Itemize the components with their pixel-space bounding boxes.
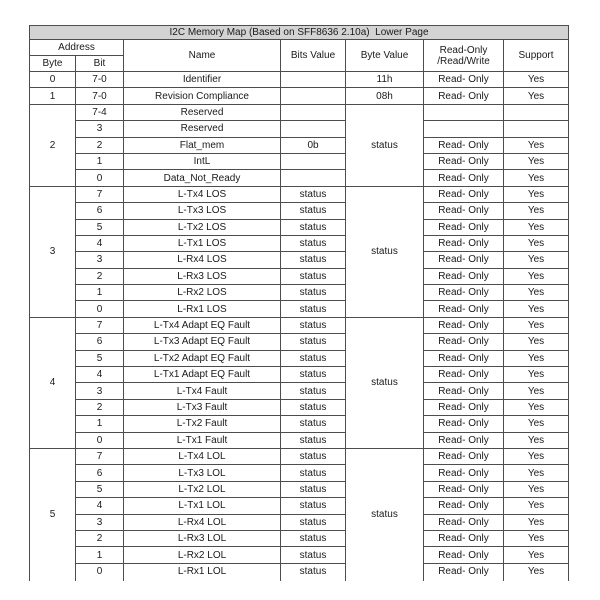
table-row <box>30 186 569 202</box>
cell-address-bit: 7-0 <box>76 72 124 88</box>
cell-address-bit: 1 <box>76 285 124 301</box>
column-header-address: Address <box>30 40 124 56</box>
table-row <box>30 235 569 251</box>
cell-name: L-Tx4 LOL <box>124 448 281 464</box>
cell-name: L-Tx2 LOL <box>124 481 281 497</box>
cell-address-bit: 7 <box>76 448 124 464</box>
cell-address-bit: 7 <box>76 317 124 333</box>
cell-bits-value: status <box>281 514 346 530</box>
cell-support: Yes <box>504 432 569 448</box>
cell-read-write: Read- Only <box>424 170 504 186</box>
cell-support <box>504 121 569 137</box>
cell-address-byte: 4 <box>30 317 76 448</box>
cell-bits-value: status <box>281 219 346 235</box>
table-row <box>30 285 569 301</box>
cell-address-bit: 3 <box>76 121 124 137</box>
cell-byte-value: status <box>346 317 424 448</box>
table-row <box>30 72 569 88</box>
cell-bits-value <box>281 72 346 88</box>
cell-byte-value: status <box>346 448 424 579</box>
cell-support: Yes <box>504 547 569 563</box>
cell-address-bit: 6 <box>76 334 124 350</box>
table-row <box>30 465 569 481</box>
cell-name: Identifier <box>124 72 281 88</box>
table-cutoff-cell <box>281 579 346 581</box>
cell-read-write <box>424 121 504 137</box>
table-row <box>30 104 569 120</box>
cell-bits-value: status <box>281 432 346 448</box>
cell-support: Yes <box>504 514 569 530</box>
cell-name: Data_Not_Ready <box>124 170 281 186</box>
cell-name: L-Tx1 LOL <box>124 498 281 514</box>
cell-support: Yes <box>504 481 569 497</box>
cell-name: L-Tx3 Fault <box>124 399 281 415</box>
cell-support: Yes <box>504 88 569 104</box>
cell-address-bit: 6 <box>76 465 124 481</box>
cell-read-write: Read- Only <box>424 137 504 153</box>
cell-name: L-Tx3 LOS <box>124 203 281 219</box>
table-row <box>30 399 569 415</box>
read-write-header-line2: /Read/Write <box>437 55 490 67</box>
table-row <box>30 350 569 366</box>
column-header-bit: Bit <box>76 56 124 72</box>
cell-address-bit: 1 <box>76 153 124 169</box>
cell-read-write: Read- Only <box>424 547 504 563</box>
cell-name: L-Rx2 LOL <box>124 547 281 563</box>
cell-address-bit: 3 <box>76 383 124 399</box>
cell-read-write: Read- Only <box>424 481 504 497</box>
cell-read-write: Read- Only <box>424 317 504 333</box>
table-row <box>30 121 569 137</box>
column-header-name: Name <box>124 40 281 72</box>
i2c-memory-map-document <box>29 25 569 581</box>
cell-address-bit: 4 <box>76 367 124 383</box>
cell-name: L-Tx1 Adapt EQ Fault <box>124 367 281 383</box>
table-row <box>30 432 569 448</box>
cell-read-write: Read- Only <box>424 465 504 481</box>
table-row <box>30 88 569 104</box>
cell-bits-value: status <box>281 350 346 366</box>
cell-read-write: Read- Only <box>424 367 504 383</box>
cell-address-bit: 3 <box>76 514 124 530</box>
cell-address-bit: 0 <box>76 170 124 186</box>
cell-read-write: Read- Only <box>424 219 504 235</box>
cell-support: Yes <box>504 268 569 284</box>
cell-read-write: Read- Only <box>424 72 504 88</box>
i2c-memory-map-table <box>29 25 569 581</box>
table-row <box>30 481 569 497</box>
cell-bits-value <box>281 170 346 186</box>
table-cutoff-cell <box>504 579 569 581</box>
cell-name: IntL <box>124 153 281 169</box>
cell-read-write: Read- Only <box>424 563 504 579</box>
cell-support: Yes <box>504 235 569 251</box>
cell-address-bit: 7 <box>76 186 124 202</box>
cell-bits-value: status <box>281 465 346 481</box>
cell-address-bit: 5 <box>76 350 124 366</box>
cell-support: Yes <box>504 170 569 186</box>
cell-address-bit: 2 <box>76 530 124 546</box>
cell-bits-value: status <box>281 186 346 202</box>
cell-name: L-Rx3 LOS <box>124 268 281 284</box>
table-row <box>30 514 569 530</box>
cell-name: L-Tx1 Fault <box>124 432 281 448</box>
table-row <box>30 498 569 514</box>
table-row <box>30 203 569 219</box>
cell-read-write: Read- Only <box>424 416 504 432</box>
cell-name: L-Tx3 LOL <box>124 465 281 481</box>
cell-address-bit: 2 <box>76 268 124 284</box>
cell-address-bit: 2 <box>76 137 124 153</box>
table-cutoff-cell <box>76 579 124 581</box>
cell-support: Yes <box>504 301 569 317</box>
cell-byte-value: status <box>346 186 424 317</box>
cell-read-write <box>424 104 504 120</box>
cell-byte-value: 11h <box>346 72 424 88</box>
cell-read-write: Read- Only <box>424 203 504 219</box>
cell-bits-value: status <box>281 252 346 268</box>
cell-support: Yes <box>504 285 569 301</box>
column-header-byte-value: Byte Value <box>346 40 424 72</box>
cell-read-write: Read- Only <box>424 153 504 169</box>
cell-bits-value: status <box>281 317 346 333</box>
table-cutoff-cell <box>346 579 424 581</box>
cell-support: Yes <box>504 367 569 383</box>
cell-name: L-Rx2 LOS <box>124 285 281 301</box>
cell-name: L-Rx4 LOS <box>124 252 281 268</box>
table-row <box>30 334 569 350</box>
cell-address-byte: 2 <box>30 104 76 186</box>
cell-bits-value <box>281 121 346 137</box>
cell-bits-value: status <box>281 416 346 432</box>
table-row <box>30 317 569 333</box>
cell-name: L-Tx4 LOS <box>124 186 281 202</box>
cell-bits-value: status <box>281 268 346 284</box>
cell-support: Yes <box>504 186 569 202</box>
table-cutoff-cell <box>30 579 76 581</box>
table-row <box>30 301 569 317</box>
column-header-support: Support <box>504 40 569 72</box>
cell-name: L-Tx3 Adapt EQ Fault <box>124 334 281 350</box>
cell-bits-value: status <box>281 383 346 399</box>
cell-address-bit: 3 <box>76 252 124 268</box>
cell-read-write: Read- Only <box>424 448 504 464</box>
cell-bits-value: status <box>281 481 346 497</box>
cell-name: L-Tx1 LOS <box>124 235 281 251</box>
cell-support <box>504 104 569 120</box>
cell-address-bit: 6 <box>76 203 124 219</box>
cell-support: Yes <box>504 416 569 432</box>
cell-address-byte: 1 <box>30 88 76 104</box>
table-row <box>30 153 569 169</box>
cell-name: L-Rx1 LOL <box>124 563 281 579</box>
cell-address-bit: 5 <box>76 481 124 497</box>
column-header-bits-value: Bits Value <box>281 40 346 72</box>
cell-bits-value <box>281 88 346 104</box>
cell-bits-value: status <box>281 203 346 219</box>
cell-byte-value: 08h <box>346 88 424 104</box>
cell-read-write: Read- Only <box>424 186 504 202</box>
table-row <box>30 268 569 284</box>
table-title: I2C Memory Map (Based on SFF8636 2.10a) Lower Page <box>30 26 569 40</box>
cell-bits-value: status <box>281 285 346 301</box>
cell-name: L-Tx2 LOS <box>124 219 281 235</box>
cell-address-bit: 2 <box>76 399 124 415</box>
cell-read-write: Read- Only <box>424 383 504 399</box>
cell-read-write: Read- Only <box>424 252 504 268</box>
table-row <box>30 219 569 235</box>
cell-bits-value: status <box>281 235 346 251</box>
table-cutoff-cell <box>124 579 281 581</box>
table-row <box>30 367 569 383</box>
cell-read-write: Read- Only <box>424 432 504 448</box>
cell-support: Yes <box>504 219 569 235</box>
cell-bits-value: status <box>281 399 346 415</box>
cell-name: Revision Compliance <box>124 88 281 104</box>
cell-support: Yes <box>504 203 569 219</box>
table-row <box>30 563 569 579</box>
cell-address-bit: 4 <box>76 498 124 514</box>
cell-address-byte: 5 <box>30 448 76 579</box>
cell-bits-value: status <box>281 448 346 464</box>
table-row <box>30 137 569 153</box>
header-row-1 <box>30 40 569 56</box>
cell-byte-value: status <box>346 104 424 186</box>
table-row <box>30 252 569 268</box>
cell-name: L-Rx3 LOL <box>124 530 281 546</box>
cell-support: Yes <box>504 563 569 579</box>
cell-support: Yes <box>504 72 569 88</box>
cell-name: L-Tx4 Adapt EQ Fault <box>124 317 281 333</box>
cell-bits-value: 0b <box>281 137 346 153</box>
cell-name: Reserved <box>124 121 281 137</box>
column-header-byte: Byte <box>30 56 76 72</box>
table-row <box>30 170 569 186</box>
cell-support: Yes <box>504 465 569 481</box>
cell-read-write: Read- Only <box>424 399 504 415</box>
cell-address-bit: 4 <box>76 235 124 251</box>
cell-support: Yes <box>504 334 569 350</box>
cell-name: L-Tx2 Fault <box>124 416 281 432</box>
cell-address-bit: 0 <box>76 432 124 448</box>
cell-support: Yes <box>504 317 569 333</box>
cell-name: L-Rx4 LOL <box>124 514 281 530</box>
table-row <box>30 416 569 432</box>
cell-bits-value: status <box>281 563 346 579</box>
cell-name: L-Tx2 Adapt EQ Fault <box>124 350 281 366</box>
cell-support: Yes <box>504 498 569 514</box>
cell-address-bit: 1 <box>76 416 124 432</box>
read-write-header-line1: Read-Only <box>439 44 488 56</box>
cell-support: Yes <box>504 153 569 169</box>
cell-bits-value <box>281 153 346 169</box>
cell-bits-value: status <box>281 498 346 514</box>
cell-read-write: Read- Only <box>424 334 504 350</box>
cell-support: Yes <box>504 252 569 268</box>
cell-address-bit: 7-4 <box>76 104 124 120</box>
cell-bits-value: status <box>281 334 346 350</box>
cell-support: Yes <box>504 530 569 546</box>
cell-bits-value: status <box>281 301 346 317</box>
cell-support: Yes <box>504 399 569 415</box>
cell-read-write: Read- Only <box>424 268 504 284</box>
table-cutoff-cell <box>424 579 504 581</box>
cell-read-write: Read- Only <box>424 301 504 317</box>
cell-read-write: Read- Only <box>424 498 504 514</box>
cell-address-bit: 1 <box>76 547 124 563</box>
table-row <box>30 383 569 399</box>
cell-address-bit: 7-0 <box>76 88 124 104</box>
cell-support: Yes <box>504 448 569 464</box>
table-header <box>30 26 569 72</box>
cell-name: Flat_mem <box>124 137 281 153</box>
cell-bits-value: status <box>281 547 346 563</box>
cell-read-write: Read- Only <box>424 88 504 104</box>
cell-address-bit: 0 <box>76 563 124 579</box>
cell-bits-value: status <box>281 367 346 383</box>
cell-bits-value: status <box>281 530 346 546</box>
cell-read-write: Read- Only <box>424 235 504 251</box>
table-cutoff-row <box>30 579 569 581</box>
cell-read-write: Read- Only <box>424 285 504 301</box>
cell-address-byte: 0 <box>30 72 76 88</box>
title-row <box>30 26 569 40</box>
table-row <box>30 448 569 464</box>
cell-read-write: Read- Only <box>424 530 504 546</box>
column-header-read-write <box>424 40 504 72</box>
cell-name: L-Rx1 LOS <box>124 301 281 317</box>
cell-bits-value <box>281 104 346 120</box>
cell-address-bit: 0 <box>76 301 124 317</box>
cell-read-write: Read- Only <box>424 514 504 530</box>
cell-read-write: Read- Only <box>424 350 504 366</box>
cell-address-bit: 5 <box>76 219 124 235</box>
cell-support: Yes <box>504 383 569 399</box>
cell-support: Yes <box>504 350 569 366</box>
cell-address-byte: 3 <box>30 186 76 317</box>
table-body <box>30 72 569 582</box>
cell-support: Yes <box>504 137 569 153</box>
cell-name: L-Tx4 Fault <box>124 383 281 399</box>
table-row <box>30 530 569 546</box>
table-row <box>30 547 569 563</box>
cell-name: Reserved <box>124 104 281 120</box>
